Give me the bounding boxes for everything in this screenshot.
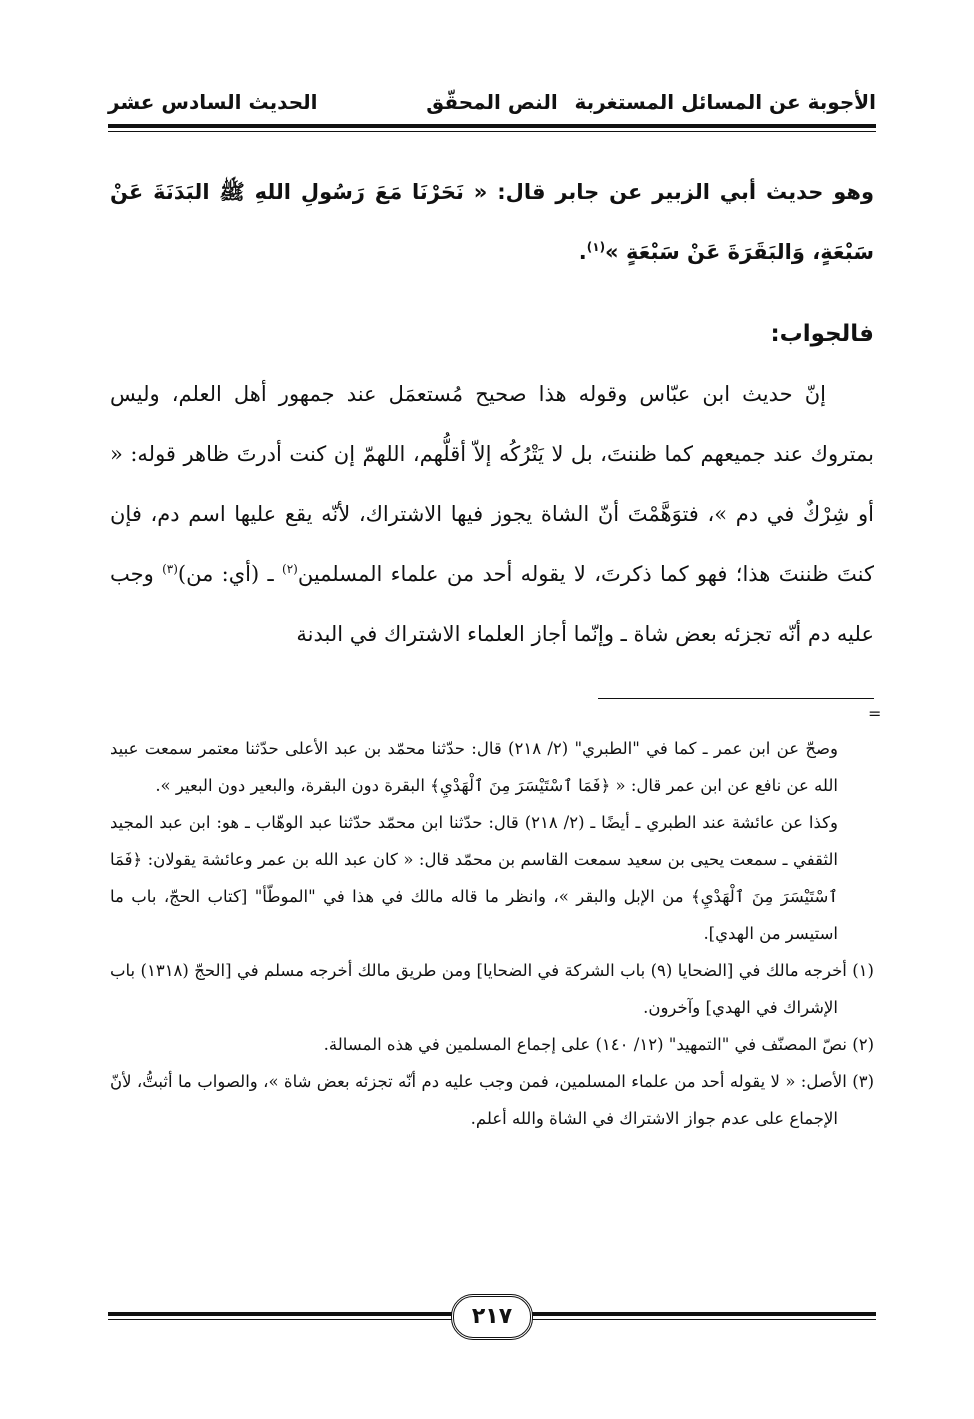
hadith-end: . (578, 240, 587, 264)
hadith-close: » (605, 240, 619, 264)
footnote-2: (٢) نصّ المصنّف في "التمهيد" (١٢/ ١٤٠) على إجماع المسلمين في هذه المسالة. (323, 1035, 874, 1054)
footnotes-block (110, 730, 874, 1137)
running-header (108, 82, 876, 122)
footnote-continuation: وصحّ عن ابن عمر ـ كما في "الطبري" (٢/ ٢١٨) قال: حدّثنا محمّد بن عبد الأعلى حدّثنا معتمر سمعت عبيد الله عن نافع عن ابن عمر قال: « ﴿فَمَا ٱسْتَيْسَرَ مِنَ ٱلْهَدْيِ﴾ البقرة دون البقرة، والبعير دون البعير ». (110, 739, 838, 795)
header-section-title: النص المحقّق (426, 90, 558, 114)
main-text (110, 162, 874, 664)
header-book-title: الأجوبة عن المسائل المستغربة (574, 90, 876, 114)
header-rule-thin (108, 131, 876, 132)
footnote-ref-1[interactable]: (١) (586, 240, 606, 254)
header-rule-thick (108, 124, 876, 128)
page-footer (108, 1290, 876, 1350)
continuation-mark: = (868, 704, 882, 723)
footnote-separator (598, 698, 874, 699)
page-number: ٢١٧ (451, 1294, 533, 1340)
footnote-3: (٣) الأصل: « لا يقوله أحد من علماء المسلمين، فمن وجب عليه دم أنّه تجزئه بعض شاة »، والصواب ما أثبتُّ، لأنّ الإجماع على عدم جواز الاشتراك في الشاة والله أعلم. (110, 1072, 874, 1128)
answer-text-part-2: ـ (أي: من) (177, 562, 282, 586)
footnote-ref-2[interactable]: (٢) (282, 562, 298, 576)
hadith-paragraph (110, 162, 874, 282)
answer-paragraph (110, 364, 874, 664)
answer-heading: فالجواب: (770, 321, 874, 347)
footnote-continuation: وكذا عن عائشة عند الطبري ـ أيضًا ـ (٢/ ٢١٨) قال: حدّثنا ابن محمّد حدّثنا عبد الوهّاب ـ هو: ابن عبد المجيد الثقفي ـ سمعت يحيى بن سعيد سمعت القاسم بن محمّد قال: « كان عبد الله بن عمر وعائشة يقولان: ﴿فَمَا ٱسْتَيْسَرَ مِنَ ٱلْهَدْيِ﴾ من الإبل والبقر »، وانظر ما قاله مالك في هذا في "الموطّأ" [كتاب الحجّ، باب ما استيسر من الهدي]. (110, 813, 838, 943)
hadith-intro: وهو حديث أبي الزبير عن جابر قال: « (473, 180, 875, 204)
footnote-1: (١) أخرجه مالك في [الضحايا (٩) باب الشركة في الضحايا] ومن طريق مالك أخرجه مسلم في [الحجّ (١٣١٨) باب الإشراك في الهدي] وآخرون. (110, 961, 874, 1017)
footnote-ref-3[interactable]: (٣) (162, 562, 178, 576)
header-chapter-title: الحديث السادس عشر (108, 90, 318, 114)
answer-text-part-1: إنّ حديث ابن عبّاس وقوله هذا صحيح مُستعمَل عند جمهور أهل العلم، وليس بمتروك عند جميعهم كما ظننتَ، بل لا يَتْرُكُه إلاّ أقلُّهم، اللهمّ إن كنت أدرتَ ظاهر قوله: « أو شِرْكٌ في دم »، فتوَهَّمْتَ أنّ الشاة يجوز فيها الاشتراك، لأنّه يقع عليها اسم دم، فإن كنتَ ظننتَ هذا؛ فهو كما ذكرتَ، لا يقوله أحد من علماء المسلمين (110, 382, 874, 586)
hadith-quote: نَحَرْنَا مَعَ رَسُولِ اللهِ ﷺ البَدَنَةَ عَنْ سَبْعَةٍ، وَالبَقَرَةَ عَنْ سَبْعَةٍ (110, 180, 874, 264)
answer-text-part-3: وجب عليه دم أنّه تجزئه بعض شاة ـ وإنّما أجاز العلماء الاشتراك في البدنة (110, 562, 874, 646)
